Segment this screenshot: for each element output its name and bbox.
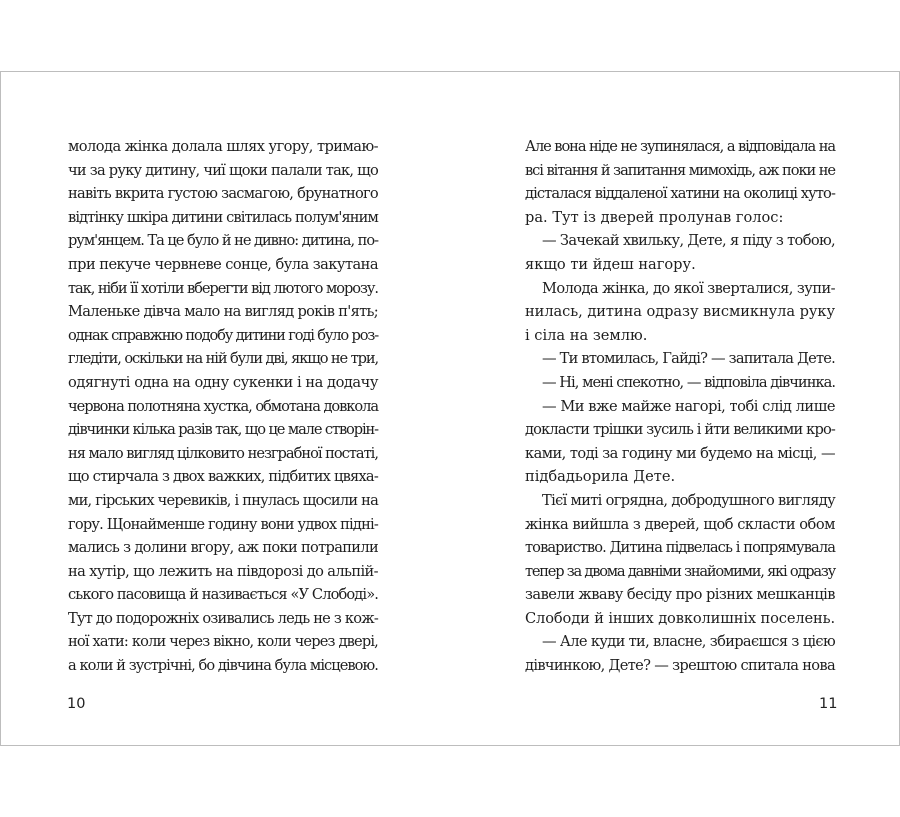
text-line: — Але куди ти, власне, збираєшся з цією xyxy=(542,633,835,651)
text-line: — Ти втомилась, Гайді? — запитала Дете. xyxy=(542,350,835,368)
right-page-text xyxy=(525,135,835,678)
text-line: ня мало вигляд цілковито незграбної постаті, xyxy=(68,444,378,462)
text-line: товариство. Дитина підвелась і попрямувала xyxy=(525,539,835,557)
text-line: а коли й зустрічні, бо дівчина була місцевою. xyxy=(68,657,378,675)
text-line: Слободи й інших довколишніх поселень. xyxy=(525,609,835,627)
text-line: молода жінка долала шлях угору, тримаю- xyxy=(68,138,378,155)
text-line: Тієї миті огрядна, добродушного вигляду xyxy=(542,491,835,509)
text-line: докласти трішки зусиль і йти великими кро- xyxy=(525,421,836,439)
text-line: всі вітання й запитання мимохідь, аж поки не xyxy=(525,161,836,179)
text-line: завели жваву бесіду про різних мешканців xyxy=(525,586,835,604)
text-line: ками, тоді за годину ми будемо на місці, — xyxy=(525,444,835,462)
text-line: рум'янцем. Та це було й не дивно: дитина, по- xyxy=(68,232,378,250)
text-line: червона полотняна хустка, обмотана довкола xyxy=(68,397,378,415)
text-line: нилась, дитина одразу висмикнула руку xyxy=(525,303,835,321)
text-line: мались з долини вгору, аж поки потрапили xyxy=(68,539,378,557)
text-line: на хутір, що лежить на півдорозі до альпій- xyxy=(68,562,378,580)
text-line: чи за руку дитину, чиї щоки палали так, що xyxy=(68,161,378,179)
text-line: ної хати: коли через вікно, коли через двері, xyxy=(68,633,378,651)
text-line: і сіла на землю. xyxy=(525,326,648,344)
text-line: однак справжню подобу дитини годі було роз- xyxy=(68,326,378,344)
text-line: гору. Щонайменше годину вони удвох підні- xyxy=(68,515,378,533)
text-line: ра. Тут із дверей пролунав голос: xyxy=(525,208,784,226)
text-line: при пекуче червневе сонце, була закутана xyxy=(68,255,378,273)
page-number-right: 11 xyxy=(819,696,838,712)
book-spread xyxy=(0,71,900,746)
text-line: так, ніби її хотіли вберегти від лютого морозу. xyxy=(68,279,379,297)
text-line: дівчинкою, Дете? — зрештою спитала нова xyxy=(525,657,835,675)
text-line: Маленьке дівча мало на вигляд років п'ять; xyxy=(68,303,378,321)
text-line: якщо ти йдеш нагору. xyxy=(525,255,696,273)
text-line: одягнуті одна на одну сукенки і на додачу xyxy=(68,373,378,391)
text-line: тепер за двома давніми знайомими, які одразу xyxy=(525,562,835,580)
text-line: — Ні, мені спекотно, — відповіла дівчинка. xyxy=(542,373,835,391)
text-line: Тут до подорожніх озивались ледь не з кож- xyxy=(68,609,378,627)
page-number-left: 10 xyxy=(67,696,86,712)
text-line: жінка вийшла з дверей, щоб скласти обом xyxy=(525,515,835,533)
text-line: Але вона ніде не зупинялася, а відповідала на xyxy=(525,138,835,155)
text-line: — Ми вже майже нагорі, тобі слід лише xyxy=(542,397,835,415)
text-line: навіть вкрита густою засмагою, брунатного xyxy=(68,185,378,203)
text-line: ми, гірських черевиків, і пнулась щосили на xyxy=(68,491,378,509)
text-line: що стирчала з двох важких, підбитих цвяха- xyxy=(68,468,378,486)
text-line: — Зачекай хвильку, Дете, я піду з тобою, xyxy=(542,232,835,250)
text-line: дівчинки кілька разів так, що це мале створін- xyxy=(68,421,378,439)
left-page-text xyxy=(68,135,378,678)
text-line: підбадьорила Дете. xyxy=(525,468,676,486)
text-line: відтінку шкіра дитини світилась полум'яним xyxy=(68,208,378,226)
text-line: ського пасовища й називається «У Слободі». xyxy=(68,586,378,604)
text-line: гледіти, оскільки на ній були дві, якщо не три, xyxy=(68,350,378,368)
text-line: Молода жінка, до якої зверталися, зупи- xyxy=(542,279,835,297)
text-line: дісталася віддаленої хатини на околиці хуто- xyxy=(525,185,835,203)
